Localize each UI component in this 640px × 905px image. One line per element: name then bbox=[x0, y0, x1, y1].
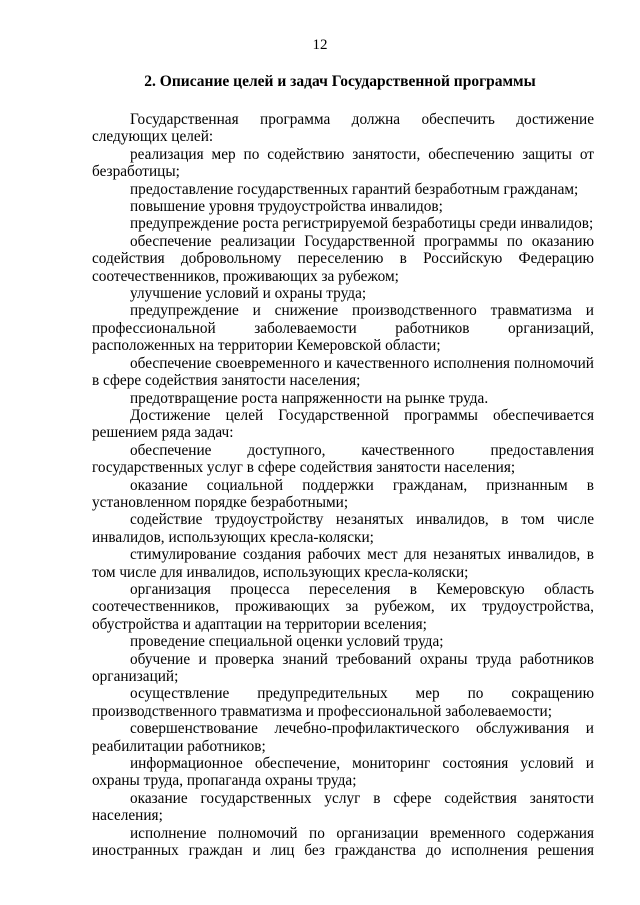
paragraph: предупреждение и снижение производственного травматизма и профессиональной заболеваемости работников организаций, расположенных на территории Кемеровской области; bbox=[92, 302, 594, 355]
paragraph: обеспечение реализации Государственной программы по оказанию содействия добровольному переселению в Российскую Федерацию соотечественников, проживающих за рубежом; bbox=[92, 232, 594, 285]
paragraph: осуществление предупредительных мер по сокращению производственного травматизма и профессиональной заболеваемости; bbox=[92, 685, 594, 720]
paragraph: проведение специальной оценки условий труда; bbox=[130, 633, 444, 651]
section-heading: 2. Описание целей и задач Государственной программы bbox=[144, 73, 536, 90]
paragraph: стимулирование создания рабочих мест для незанятых инвалидов, в том числе для инвалидов, использующих кресла-коляски; bbox=[92, 546, 594, 581]
document-body bbox=[92, 111, 594, 859]
paragraph: обеспечение своевременного и качественного исполнения полномочий в сфере содействия занятости населения; bbox=[92, 354, 594, 390]
paragraph: предоставление государственных гарантий безработным гражданам; bbox=[130, 180, 579, 198]
paragraph: информационное обеспечение, мониторинг состояния условий и охраны труда, пропаганда охраны труда; bbox=[92, 755, 594, 790]
page-number: 12 bbox=[312, 37, 328, 53]
paragraph: обучение и проверка знаний требований охраны труда работников организаций; bbox=[92, 650, 594, 685]
paragraph: предупреждение роста регистрируемой безработицы среди инвалидов; bbox=[130, 215, 594, 233]
paragraph: оказание государственных услуг в сфере содействия занятости населения; bbox=[92, 789, 594, 825]
paragraph: обеспечение доступного, качественного предоставления государственных услуг в сфере содействия занятости населения; bbox=[92, 441, 594, 477]
paragraph: оказание социальной поддержки гражданам, признанным в установленном порядке безработными; bbox=[92, 476, 594, 511]
paragraph: совершенствование лечебно-профилактического обслуживания и реабилитации работников; bbox=[92, 720, 594, 755]
paragraph: предотвращение роста напряженности на рынке труда. bbox=[130, 389, 489, 407]
paragraph: Государственная программа должна обеспечить достижение следующих целей: bbox=[92, 111, 594, 146]
paragraph: содействие трудоустройству незанятых инвалидов, в том числе инвалидов, использующих кресла-коляски; bbox=[92, 511, 594, 546]
paragraph: повышение уровня трудоустройства инвалидов; bbox=[130, 198, 443, 216]
paragraph: организация процесса переселения в Кемеровскую область соотечественников, проживающих за рубежом, их трудоустройства, обустройства и адаптации на территории вселения; bbox=[92, 580, 594, 633]
paragraph: исполнение полномочий по организации временного содержания иностранных граждан и лиц без гражданства до исполнения решения bbox=[92, 824, 594, 860]
paragraph: улучшение условий и охраны труда; bbox=[130, 285, 367, 303]
paragraph: Достижение целей Государственной программы обеспечивается решением ряда задач: bbox=[92, 406, 594, 442]
paragraph: реализация мер по содействию занятости, обеспечению защиты от безработицы; bbox=[92, 145, 594, 181]
